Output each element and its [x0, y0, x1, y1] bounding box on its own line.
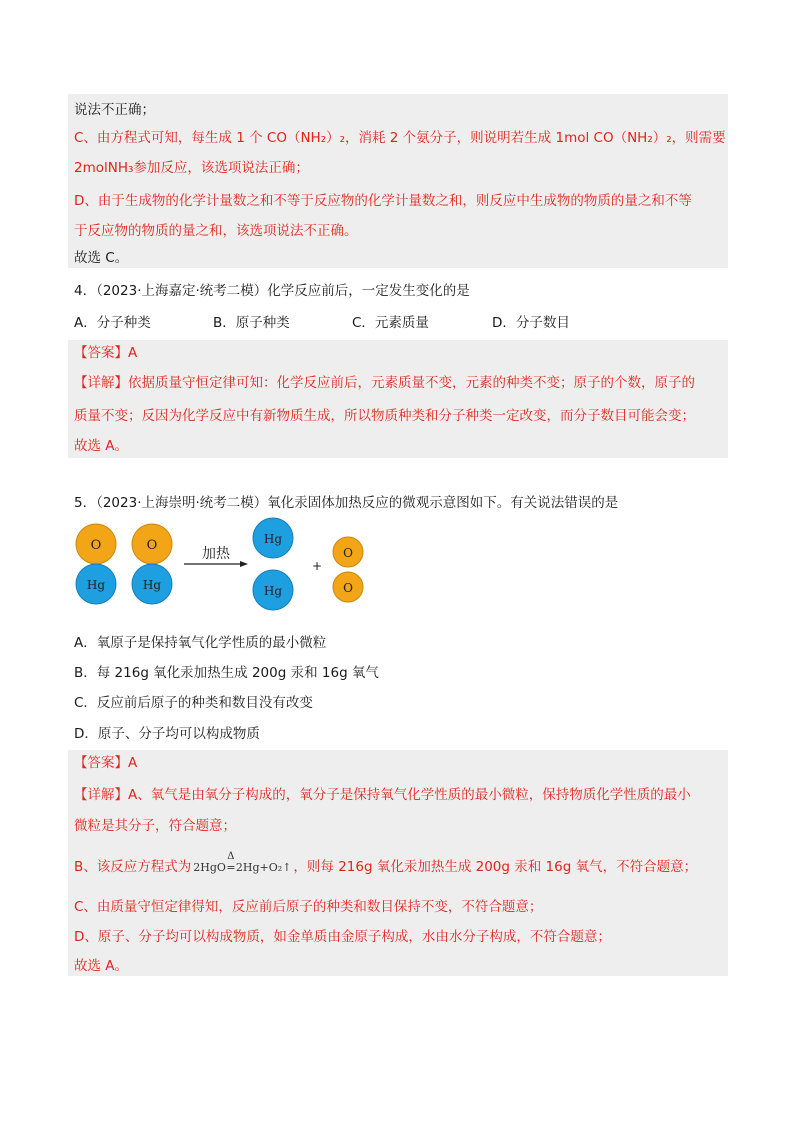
q4-option-a: A．分子种类	[74, 315, 151, 331]
reaction-equation	[191, 851, 293, 878]
q3-line-6: 故选 C。	[74, 250, 129, 266]
mercury-label: Hg	[142, 578, 162, 592]
q4-answer-block	[68, 340, 728, 458]
q4-option-c: C．元素质量	[352, 315, 429, 331]
q5-detail-4: C、由质量守恒定律得知，反应前后原子的种类和数目保持不变，不符合题意；	[74, 899, 543, 915]
oxygen-label: O	[343, 546, 353, 560]
q5-detail-2: 微粒是其分子，符合题意；	[74, 818, 236, 834]
q5-option-a: A．氧原子是保持氧气化学性质的最小微粒	[74, 635, 327, 651]
q3-line-5: 于反应物的物质的量之和，该选项说法不正确。	[74, 223, 358, 239]
equation-condition: Δ =	[226, 858, 236, 878]
q5-detail-3-prefix: B、该反应方程式为	[74, 859, 192, 875]
q4-option-b: B．原子种类	[213, 315, 290, 331]
q3-line-1: 说法不正确；	[74, 102, 155, 118]
reactant-molecule-2	[132, 524, 172, 604]
q4-stem: 4．（2023·上海嘉定·统考二模）化学反应前后，一定发生变化的是	[74, 283, 470, 299]
q5-detail-6: 故选 A。	[74, 958, 129, 974]
q5-option-c: C．反应前后原子的种类和数目没有改变	[74, 695, 313, 711]
reactant-molecule-1	[76, 524, 116, 604]
q5-detail-1: 【详解】A、氧气是由氧分子构成的，氧分子是保持氧气化学性质的最小微粒，保持物质化学性质的最小	[74, 787, 691, 803]
q3-line-4: D、由于生成物的化学计量数之和不等于反应物的化学计量数之和，则反应中生成物的物质的量之和不等	[74, 193, 692, 209]
oxygen-label: O	[90, 538, 102, 553]
oxygen-label: O	[146, 538, 158, 553]
q4-detail-3: 故选 A。	[74, 438, 129, 454]
mercury-label: Hg	[263, 584, 283, 598]
heating-arrow	[184, 545, 248, 567]
q5-stem: 5．（2023·上海崇明·统考二模）氧化汞固体加热反应的微观示意图如下。有关说法错误的是	[74, 495, 619, 511]
reaction-diagram	[68, 514, 398, 614]
arrow-label: 加热	[202, 546, 230, 562]
equation-lhs: 2HgO	[193, 861, 226, 874]
equation-rhs: 2Hg+O₂↑	[235, 861, 292, 874]
q3-line-3: 2molNH₃参加反应，该选项说法正确；	[74, 160, 309, 176]
mercury-label: Hg	[263, 532, 283, 546]
q3-explanation-block	[68, 94, 728, 268]
q4-option-d: D．分子数目	[492, 315, 570, 331]
product-oxygen-molecule	[333, 537, 363, 602]
q3-line-2: C、由方程式可知，每生成 1 个 CO（NH₂）₂，消耗 2 个氨分子，则说明若生成 1mol CO（NH₂）₂，则需要	[74, 130, 726, 146]
q5-option-b: B．每 216g 氧化汞加热生成 200g 汞和 16g 氧气	[74, 665, 379, 681]
product-mercury	[253, 518, 293, 610]
plus-sign: +	[311, 559, 323, 573]
q5-detail-5: D、原子、分子均可以构成物质，如金单质由金原子构成，水由水分子构成，不符合题意；	[74, 929, 611, 945]
q4-answer: 【答案】A	[74, 345, 138, 361]
q5-detail-3-suffix: ，则每 216g 氧化汞加热生成 200g 汞和 16g 氧气，不符合题意；	[293, 859, 698, 875]
q4-detail-2: 质量不变；反因为化学反应中有新物质生成，所以物质种类和分子种类一定改变，而分子数目可能会变；	[74, 408, 695, 424]
equation-condition-text: Δ	[227, 851, 235, 862]
q5-detail-3	[74, 851, 698, 878]
q5-answer: 【答案】A	[74, 755, 138, 771]
oxygen-label: O	[343, 581, 353, 595]
mercury-label: Hg	[86, 578, 106, 592]
q5-option-d: D．原子、分子均可以构成物质	[74, 726, 260, 742]
q4-detail-1: 【详解】依据质量守恒定律可知：化学反应前后，元素质量不变，元素的种类不变；原子的个数，原子的	[74, 375, 695, 391]
